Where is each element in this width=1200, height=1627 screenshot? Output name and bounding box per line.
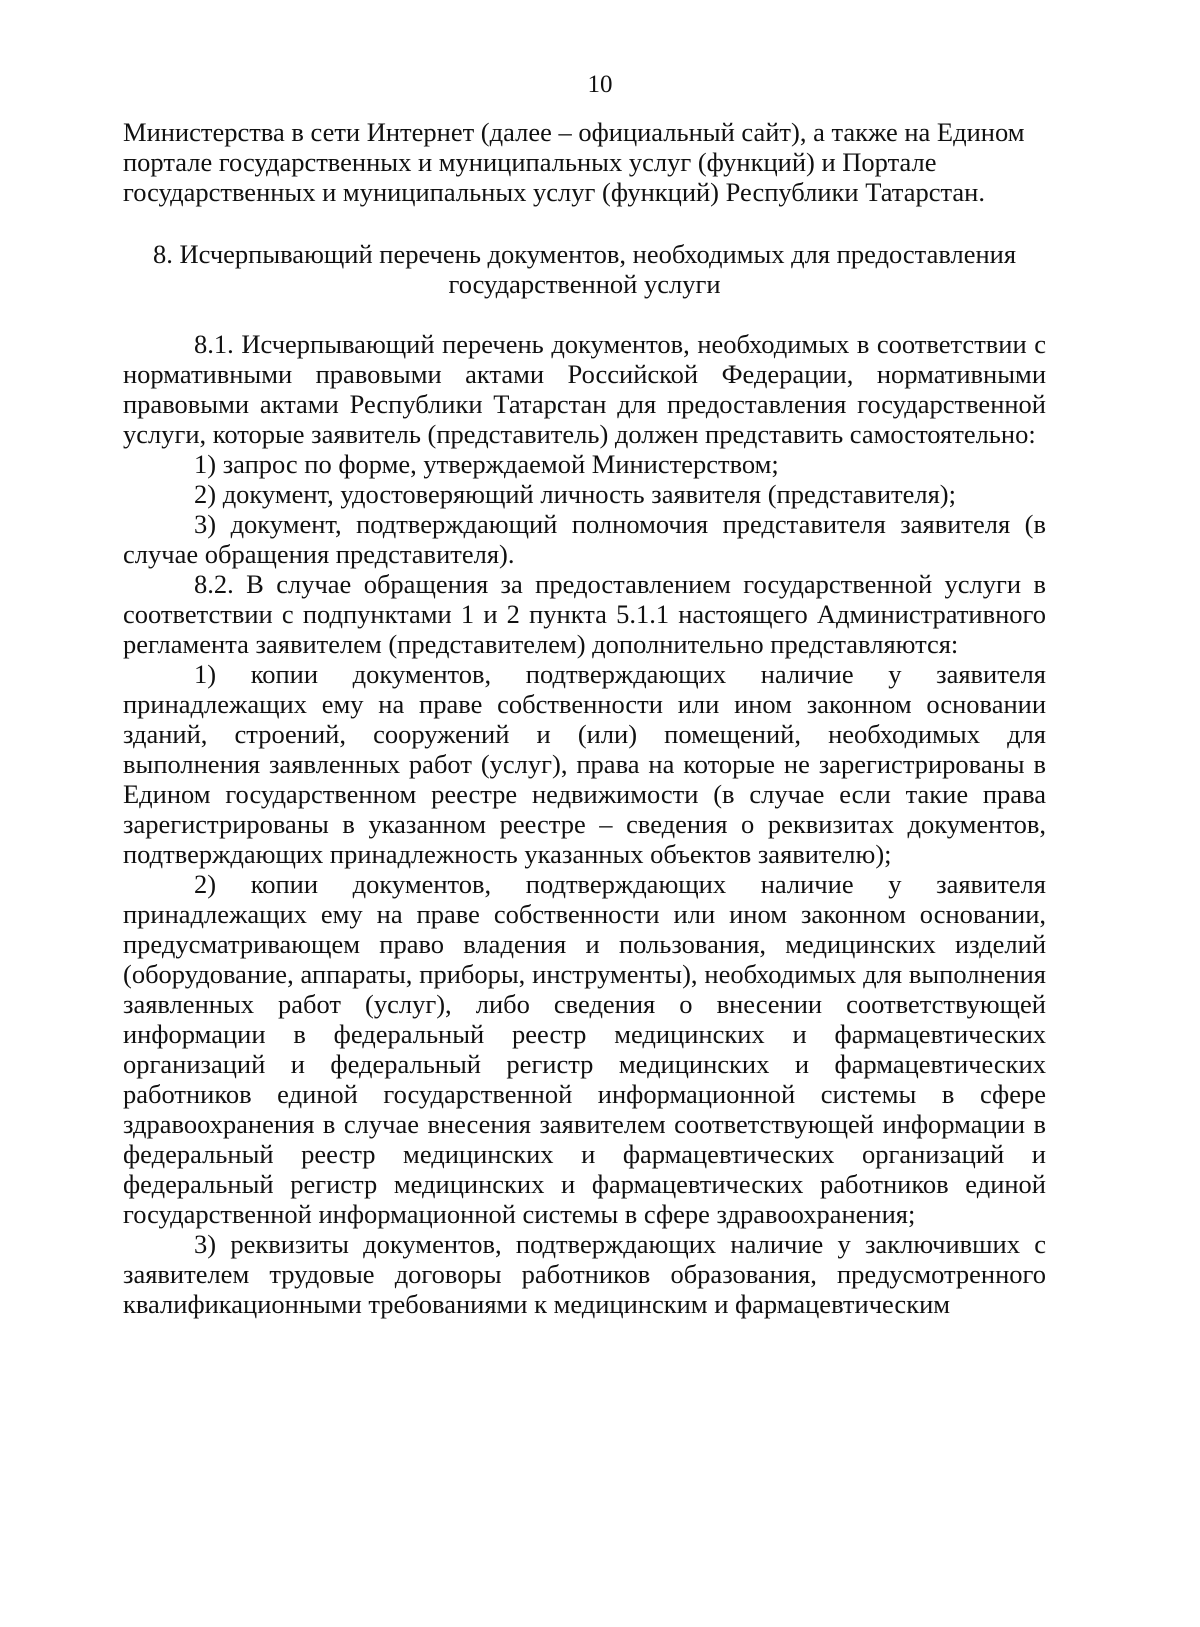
section-heading (123, 239, 1046, 299)
list-item-8-2-2: 2) копии документов, подтверждающих наличие у заявителя принадлежащих ему на праве собственности или ином законном основании, предусматривающем право владения и пользования, медицинских изделий (оборудование, аппараты, приборы, инструменты), необходимых для выполнения заявленных работ (услуг), либо сведения о внесении соответствующей информации в федеральный реестр медицинских и фармацевтических организаций и федеральный регистр медицинских и фармацевтических работников единой государственной информационной системы в сфере здравоохранения в случае внесения заявителем соответствующей информации в федеральный реестр медицинских и фармацевтических организаций и федеральный регистр медицинских и фармацевтических работников единой государственной информационной системы в сфере здравоохранения; (123, 869, 1046, 1229)
list-item-8-2-1: 1) копии документов, подтверждающих наличие у заявителя принадлежащих ему на праве собственности или ином законном основании зданий, строений, сооружений и (или) помещений, необходимых для выполнения заявленных работ (услуг), права на которые не зарегистрированы в Едином государственном реестре недвижимости (в случае если такие права зарегистрированы в указанном реестре – сведения о реквизитах документов, подтверждающих принадлежность указанных объектов заявителю); (123, 659, 1046, 869)
page-number: 10 (587, 71, 613, 98)
paragraph-8-2: 8.2. В случае обращения за предоставлением государственной услуги в соответствии с подпунктами 1 и 2 пункта 5.1.1 настоящего Административного регламента заявителем (представителем) дополнительно представляются: (123, 569, 1046, 659)
list-item-8-1-1: 1) запрос по форме, утверждаемой Министерством; (194, 449, 779, 479)
intro-paragraph: Министерства в сети Интернет (далее – официальный сайт), а также на Едином портале государственных и муниципальных услуг (функций) и Портале государственных и муниципальных услуг (функций) Республики Татарстан. (123, 117, 1025, 207)
paragraph-8-1: 8.1. Исчерпывающий перечень документов, необходимых в соответствии с нормативными правовыми актами Российской Федерации, нормативными правовыми актами Республики Татарстан для предоставления государственной услуги, которые заявитель (представитель) должен представить самостоятельно: (123, 329, 1046, 449)
list-item-8-1-2: 2) документ, удостоверяющий личность заявителя (представителя); (194, 479, 956, 509)
list-item-8-1-3: 3) документ, подтверждающий полномочия представителя заявителя (в случае обращения представителя). (123, 509, 1046, 569)
list-item-8-2-3: 3) реквизиты документов, подтверждающих наличие у заключивших с заявителем трудовые договоры работников образования, предусмотренного квалификационными требованиями к медицинским и фармацевтическим (123, 1229, 1046, 1319)
section-heading-line-2: государственной услуги (448, 269, 721, 299)
document-body (123, 117, 1046, 1319)
section-heading-line-1: 8. Исчерпывающий перечень документов, необходимых для предоставления (152, 239, 1017, 269)
